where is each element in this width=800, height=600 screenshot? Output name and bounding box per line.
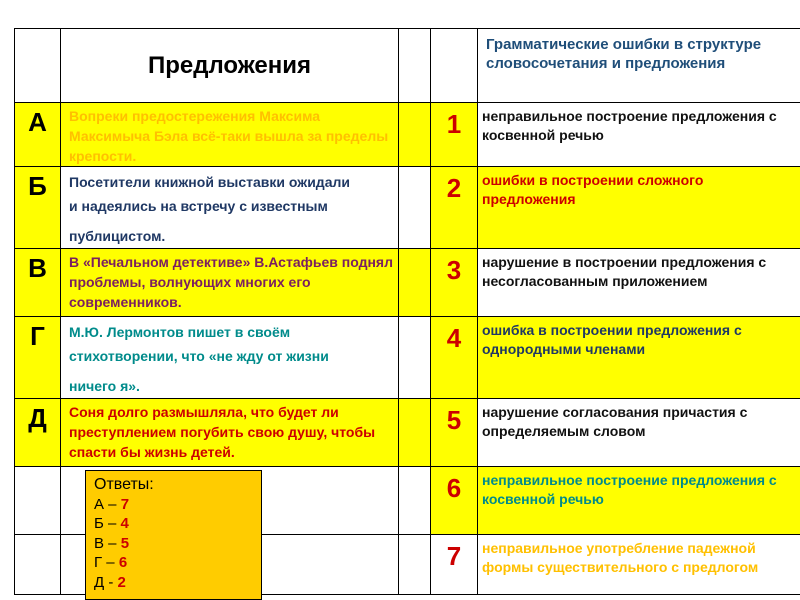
row-error: неправильное употребление падежной формы существительного с предлогом [478, 535, 800, 595]
row-number: 6 [431, 467, 478, 535]
spacer-cell [399, 167, 431, 249]
header-title: Предложения [61, 29, 399, 103]
spacer-cell [399, 317, 431, 399]
answer-key: А – [94, 495, 117, 513]
row-sentence [61, 317, 399, 399]
row-number: 7 [431, 535, 478, 595]
row-sentence: Вопреки предостережения Максима Максимыча Бэла всё-таки вышла за пределы крепости. [61, 103, 399, 167]
row-number: 2 [431, 167, 478, 249]
spacer-cell [399, 399, 431, 467]
sentence-line: публицистом. [69, 228, 166, 244]
row-number: 5 [431, 399, 478, 467]
table-row [15, 103, 800, 167]
sentence-line: и надеялись на встречу с известным [69, 198, 328, 214]
answers-box [85, 470, 262, 600]
answer-line [94, 573, 253, 593]
empty-cell [15, 535, 61, 595]
row-error: ошибки в построении сложного предложения [478, 167, 800, 249]
header-grammar-title: Грамматические ошибки в структуре словосочетания и предложения [478, 29, 800, 103]
row-letter: Б [15, 167, 61, 249]
answers-title: Ответы: [94, 476, 154, 493]
row-letter: В [15, 249, 61, 317]
answer-line [94, 553, 253, 573]
row-sentence: Соня долго размышляла, что будет ли преступлением погубить свою душу, чтобы спасти бы жизнь детей. [61, 399, 399, 467]
answer-line [94, 495, 253, 515]
sentence-line: М.Ю. Лермонтов пишет в своём [69, 324, 291, 340]
header-empty-cell [431, 29, 478, 103]
row-error: неправильное построение предложения с косвенной речью [478, 103, 800, 167]
row-error: неправильное построение предложения с косвенной речью [478, 467, 800, 535]
table-row [15, 317, 800, 399]
answer-value: 5 [120, 534, 130, 552]
row-letter: Д [15, 399, 61, 467]
row-number: 1 [431, 103, 478, 167]
table-row [15, 249, 800, 317]
answer-value: 4 [120, 515, 129, 532]
row-error: нарушение в построении предложения с несогласованным приложением [478, 249, 800, 317]
answer-key: В – [94, 534, 117, 552]
spacer-cell [399, 467, 431, 535]
sentence-line: Посетители книжной выставки ожидали [69, 174, 350, 190]
answer-line [94, 514, 253, 534]
table-row [15, 167, 800, 249]
spacer-cell [399, 29, 431, 103]
row-error: ошибка в построении предложения с однородными членами [478, 317, 800, 399]
row-letter: А [15, 103, 61, 167]
answer-key: Д - [94, 573, 114, 591]
spacer-cell [399, 103, 431, 167]
row-number: 3 [431, 249, 478, 317]
sentence-line: ничего я». [69, 378, 140, 394]
spacer-cell [399, 249, 431, 317]
answer-key: Г – [94, 554, 115, 571]
header-empty-cell [15, 29, 61, 103]
answer-value: 7 [120, 495, 130, 513]
answer-line [94, 534, 253, 554]
spacer-cell [399, 535, 431, 595]
row-number: 4 [431, 317, 478, 399]
row-error: нарушение согласования причастия с определяемым словом [478, 399, 800, 467]
row-sentence: В «Печальном детективе» В.Астафьев поднял проблемы, волнующих многих его современников. [61, 249, 399, 317]
answer-value: 2 [117, 573, 126, 591]
empty-cell [15, 467, 61, 535]
answer-value: 6 [118, 554, 128, 571]
table-row [15, 399, 800, 467]
sentence-line: стихотворении, что «не жду от жизни [69, 348, 329, 364]
table-header-row [15, 29, 800, 103]
answer-key: Б – [94, 515, 117, 532]
row-sentence [61, 167, 399, 249]
row-letter: Г [15, 317, 61, 399]
